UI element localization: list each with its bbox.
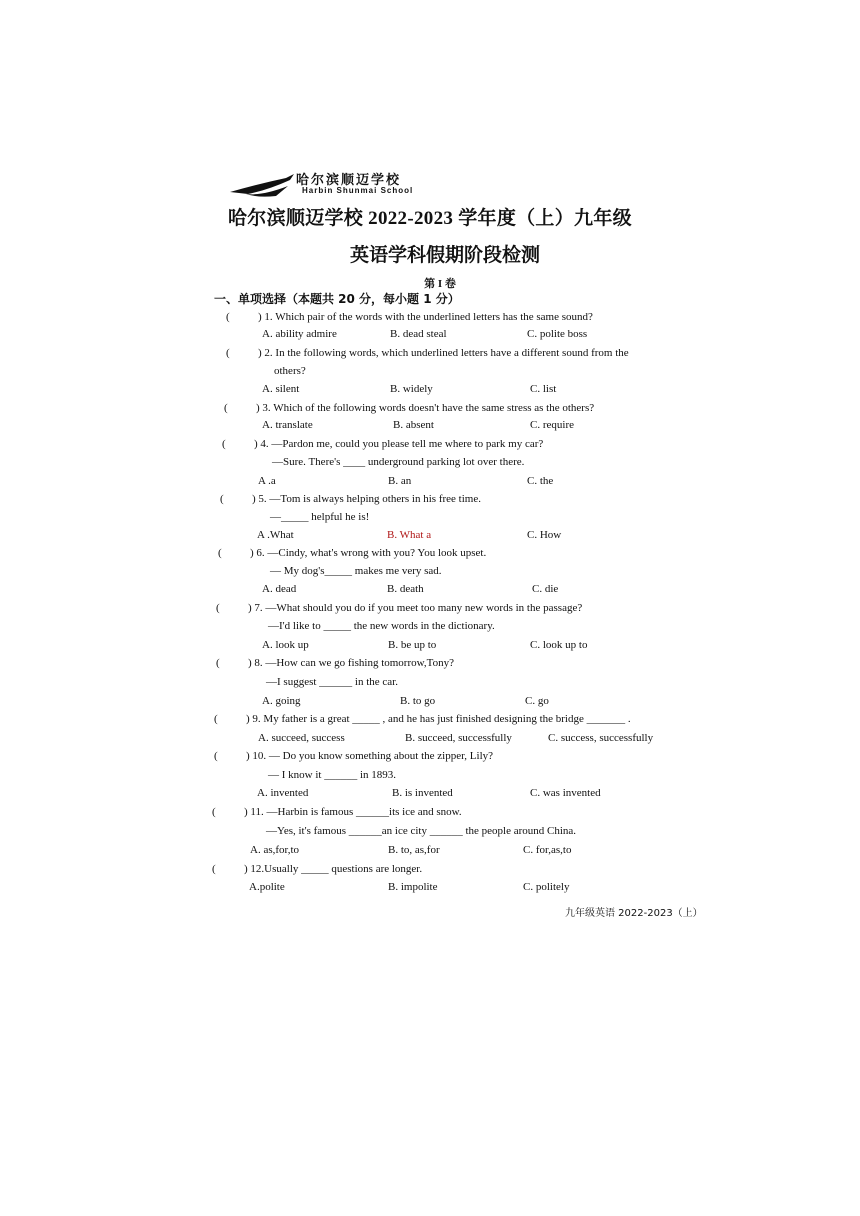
option-b: B. be up to (388, 639, 437, 651)
option-a: A .a (258, 475, 276, 487)
question-stem-cont: —Yes, it's famous ______an ice city ______ the people around China. (266, 825, 577, 837)
option-b: B. dead steal (390, 328, 447, 340)
school-logo (228, 170, 468, 200)
option-b: B. absent (393, 419, 434, 431)
option-a: A. going (262, 695, 301, 707)
section-heading: 一、单项选择（本题共 20 分，每小题 1 分） (214, 292, 460, 306)
option-a: A .What (257, 529, 294, 541)
question-stem-cont: —I suggest ______ in the car. (266, 676, 398, 688)
answer-paren[interactable]: ( (212, 806, 216, 818)
answer-paren[interactable]: ( (214, 750, 218, 762)
question-9 (214, 712, 631, 726)
logo-english-text: Harbin Shunmai School (302, 186, 414, 195)
option-a: A. silent (262, 383, 300, 395)
question-5 (220, 492, 481, 506)
answer-paren[interactable]: ( (224, 402, 228, 414)
option-a: A. ability admire (262, 328, 337, 340)
answer-paren[interactable]: ( (222, 438, 226, 450)
question-stem-cont: — My dog's_____ makes me very sad. (270, 565, 442, 577)
question-stem: ) 10. — Do you know something about the zipper, Lily? (246, 750, 494, 762)
question-stem: ) 11. —Harbin is famous ______its ice and snow. (244, 806, 462, 818)
question-7 (216, 601, 582, 615)
question-stem: ) 6. —Cindy, what's wrong with you? You look upset. (250, 547, 487, 559)
question-stem: ) 7. —What should you do if you meet too many new words in the passage? (248, 602, 583, 614)
answer-paren[interactable]: ( (216, 657, 220, 669)
option-a: A.polite (249, 881, 285, 893)
option-a: A. succeed, success (258, 732, 345, 744)
question-stem-cont: —I'd like to _____ the new words in the dictionary. (268, 620, 495, 632)
answer-paren[interactable]: ( (220, 493, 224, 505)
question-1 (226, 310, 593, 324)
answer-paren[interactable]: ( (226, 347, 230, 359)
option-b: B. to, as,for (388, 844, 440, 856)
question-stem-cont: —Sure. There's ____ underground parking lot over there. (272, 456, 525, 468)
question-6 (218, 546, 486, 560)
option-a: A. as,for,to (250, 844, 300, 856)
question-8 (216, 656, 454, 670)
option-c: C. go (525, 695, 549, 707)
option-c: C. success, successfully (548, 732, 654, 744)
option-c: C. for,as,to (523, 844, 572, 856)
question-stem: ) 9. My father is a great _____ , and he has just finished designing the bridge _______ . (246, 713, 631, 725)
question-stem-cont: — I know it ______ in 1893. (268, 769, 397, 781)
answer-paren[interactable]: ( (212, 863, 216, 875)
option-b: B. death (387, 583, 424, 595)
option-c: C. was invented (530, 787, 601, 799)
option-b: B. impolite (388, 881, 438, 893)
exam-title-line1: 哈尔滨顺迈学校 2022-2023 学年度（上）九年级 (228, 208, 632, 229)
question-11 (212, 805, 462, 819)
option-a: A. dead (262, 583, 297, 595)
answer-paren[interactable]: ( (214, 713, 218, 725)
volume-label: 第 I 卷 (424, 278, 456, 290)
logo-chinese-text: 哈尔滨顺迈学校 (296, 173, 402, 188)
option-a: A. translate (262, 419, 313, 431)
answer-paren[interactable]: ( (218, 547, 222, 559)
option-c: C. the (527, 475, 554, 487)
answer-paren[interactable]: ( (226, 311, 230, 323)
exam-title-line2: 英语学科假期阶段检测 (349, 245, 540, 266)
question-stem-cont: others? (274, 365, 306, 377)
option-c: C. list (530, 383, 557, 395)
answer-paren[interactable]: ( (216, 602, 220, 614)
option-c: C. politely (523, 881, 570, 893)
option-b: B. widely (390, 383, 433, 395)
option-c: C. How (527, 529, 562, 541)
option-b: B. What a (387, 529, 432, 541)
option-b: B. an (388, 475, 412, 487)
question-stem-cont: —_____ helpful he is! (270, 511, 370, 523)
question-12 (212, 862, 422, 876)
question-3 (224, 401, 594, 415)
question-stem: ) 4. —Pardon me, could you please tell me where to park my car? (254, 438, 544, 450)
option-c: C. die (532, 583, 559, 595)
option-c: C. require (530, 419, 574, 431)
question-2 (226, 346, 629, 360)
option-c: C. look up to (530, 639, 588, 651)
option-a: A. invented (257, 787, 309, 799)
question-stem: ) 5. —Tom is always helping others in his free time. (252, 493, 481, 505)
option-b: B. succeed, successfully (405, 732, 512, 744)
question-4 (222, 437, 543, 451)
question-10 (214, 749, 493, 763)
question-stem: ) 12.Usually _____ questions are longer. (244, 863, 423, 875)
question-stem: ) 3. Which of the following words doesn't have the same stress as the others? (256, 402, 595, 414)
question-stem: ) 8. —How can we go fishing tomorrow,Tony? (248, 657, 454, 669)
page-footer: 九年级英语 2022-2023（上） (565, 908, 703, 919)
option-b: B. is invented (392, 787, 453, 799)
question-stem: ) 1. Which pair of the words with the underlined letters has the same sound? (258, 311, 593, 323)
option-c: C. polite boss (527, 328, 588, 340)
option-b: B. to go (400, 695, 436, 707)
question-stem: ) 2. In the following words, which underlined letters have a different sound from the (258, 347, 629, 359)
option-a: A. look up (262, 639, 309, 651)
